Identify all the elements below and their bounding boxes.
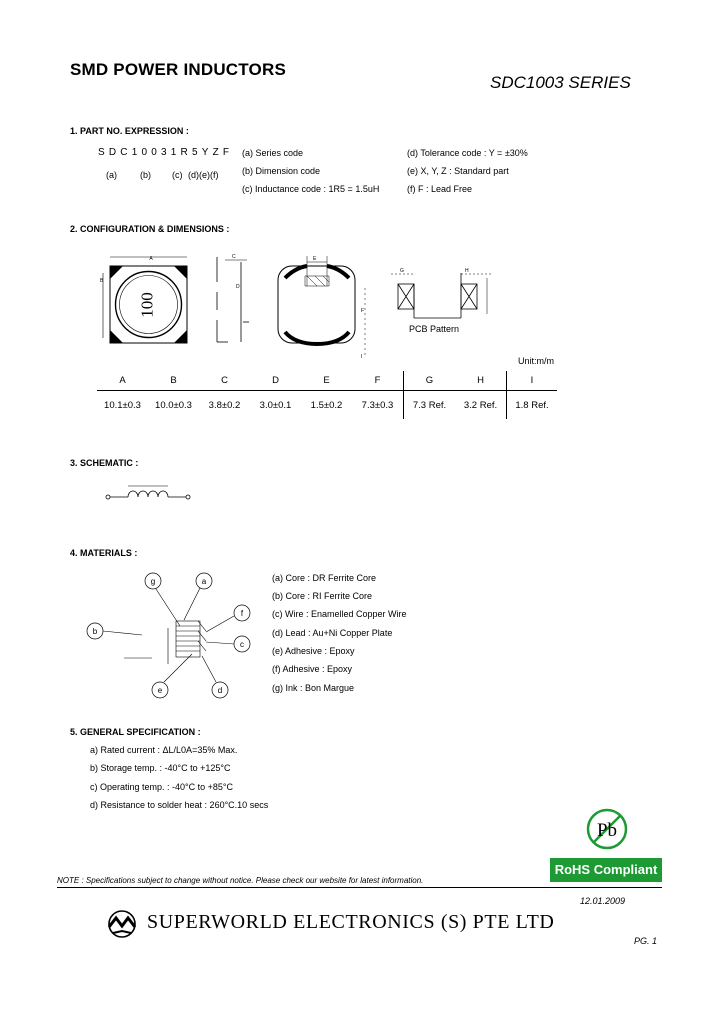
- spec-a: a) Rated current : ΔL/L0A=35% Max.: [90, 745, 238, 755]
- value-d: 3.0±0.1: [259, 399, 292, 411]
- spec-c: c) Operating temp. : -40°C to +85°C: [90, 782, 234, 792]
- top-view-drawing: [100, 256, 187, 343]
- pcb-pattern-label: PCB Pattern: [409, 324, 460, 334]
- bottom-view-drawing: [278, 256, 365, 360]
- series-name: SDC1003 SERIES: [490, 73, 631, 92]
- material-b: (b) Core : RI Ferrite Core: [272, 591, 373, 601]
- svg-text:I: I: [361, 354, 363, 360]
- dimension-drawings: [95, 248, 515, 366]
- header-e: E: [301, 371, 352, 391]
- part-item-d: (d) Tolerance code : Y = ±30%: [407, 148, 528, 158]
- callout-a: a: [201, 577, 207, 586]
- svg-text:H: H: [465, 268, 469, 274]
- callout-g: g: [150, 577, 156, 586]
- configuration-heading: 2. CONFIGURATION & DIMENSIONS :: [70, 224, 230, 234]
- value-e: 1.5±0.2: [310, 399, 343, 411]
- material-a: (a) Core : DR Ferrite Core: [272, 573, 377, 583]
- pb-symbol: Pb: [596, 820, 618, 841]
- value-h: 3.2 Ref.: [463, 399, 498, 411]
- general-spec-heading: 5. GENERAL SPECIFICATION :: [70, 727, 201, 737]
- table-value-row: [97, 391, 557, 420]
- svg-text:F: F: [361, 308, 365, 314]
- header-c: C: [199, 371, 250, 391]
- callout-f: f: [240, 609, 244, 618]
- header-h: H: [455, 371, 507, 391]
- material-d: (d) Lead : Au+Ni Copper Plate: [272, 628, 393, 638]
- value-f: 7.3±0.3: [361, 399, 394, 411]
- rohs-badge: RoHS Compliant: [550, 858, 662, 882]
- inductor-schematic: [104, 482, 194, 510]
- material-g: (g) Ink : Bon Margue: [272, 683, 355, 693]
- side-view-drawing: [217, 254, 249, 342]
- schematic-heading: 3. SCHEMATIC :: [70, 458, 139, 468]
- header-i: I: [507, 371, 558, 391]
- part-item-c: (c) Inductance code : 1R5 = 1.5uH: [242, 184, 380, 194]
- document-date: 12.01.2009: [580, 896, 626, 906]
- part-item-a: (a) Series code: [242, 148, 304, 158]
- marker-def: (d)(e)(f): [188, 170, 219, 180]
- callout-c: c: [240, 640, 244, 649]
- marker-a: (a): [106, 170, 117, 180]
- value-g: 7.3 Ref.: [404, 391, 456, 420]
- footer-divider: [57, 887, 662, 888]
- material-e: (e) Adhesive : Epoxy: [272, 646, 355, 656]
- document-title: SMD POWER INDUCTORS: [70, 60, 286, 79]
- part-item-f: (f) F : Lead Free: [407, 184, 473, 194]
- header-f: F: [352, 371, 404, 391]
- unit-label: Unit:m/m: [518, 356, 554, 366]
- svg-text:B: B: [100, 278, 104, 284]
- value-i: 1.8 Ref.: [507, 391, 558, 420]
- dimensions-table: [97, 371, 557, 419]
- page-number: PG. 1: [634, 936, 658, 946]
- svg-text:E: E: [313, 256, 317, 262]
- company-logo-icon: [105, 909, 139, 939]
- svg-text:D: D: [236, 284, 240, 290]
- callout-e: e: [157, 686, 163, 695]
- header-b: B: [148, 371, 199, 391]
- material-f: (f) Adhesive : Epoxy: [272, 664, 353, 674]
- header-d: D: [250, 371, 301, 391]
- footer-note: NOTE : Specifications subject to change without notice. Please check our website for latest information.: [57, 876, 424, 885]
- lead-free-icon: [584, 806, 630, 852]
- header-a: A: [97, 371, 148, 391]
- callout-b: b: [92, 627, 98, 636]
- part-item-b: (b) Dimension code: [242, 166, 321, 176]
- material-c: (c) Wire : Enamelled Copper Wire: [272, 609, 407, 619]
- value-b: 10.0±0.3: [155, 399, 192, 411]
- svg-text:A: A: [149, 256, 153, 262]
- table-header-row: [97, 371, 557, 391]
- marker-c: (c): [172, 170, 183, 180]
- materials-heading: 4. MATERIALS :: [70, 548, 138, 558]
- value-c: 3.8±0.2: [208, 399, 241, 411]
- marker-b: (b): [140, 170, 151, 180]
- svg-text:C: C: [232, 254, 236, 260]
- marking-text: 100: [137, 292, 157, 318]
- spec-b: b) Storage temp. : -40°C to +125°C: [90, 763, 231, 773]
- materials-diagram: [82, 566, 262, 706]
- spec-d: d) Resistance to solder heat : 260°C.10 secs: [90, 800, 269, 810]
- part-no-code: SDC10031R5YZF: [98, 147, 234, 158]
- company-name: SUPERWORLD ELECTRONICS (S) PTE LTD: [147, 911, 555, 933]
- header-g: G: [404, 371, 456, 391]
- callout-d: d: [217, 686, 223, 695]
- svg-text:G: G: [400, 268, 404, 274]
- value-a: 10.1±0.3: [104, 399, 141, 411]
- part-no-heading: 1. PART NO. EXPRESSION :: [70, 126, 189, 136]
- pcb-pattern-drawing: [391, 268, 491, 318]
- part-item-e: (e) X, Y, Z : Standard part: [407, 166, 509, 176]
